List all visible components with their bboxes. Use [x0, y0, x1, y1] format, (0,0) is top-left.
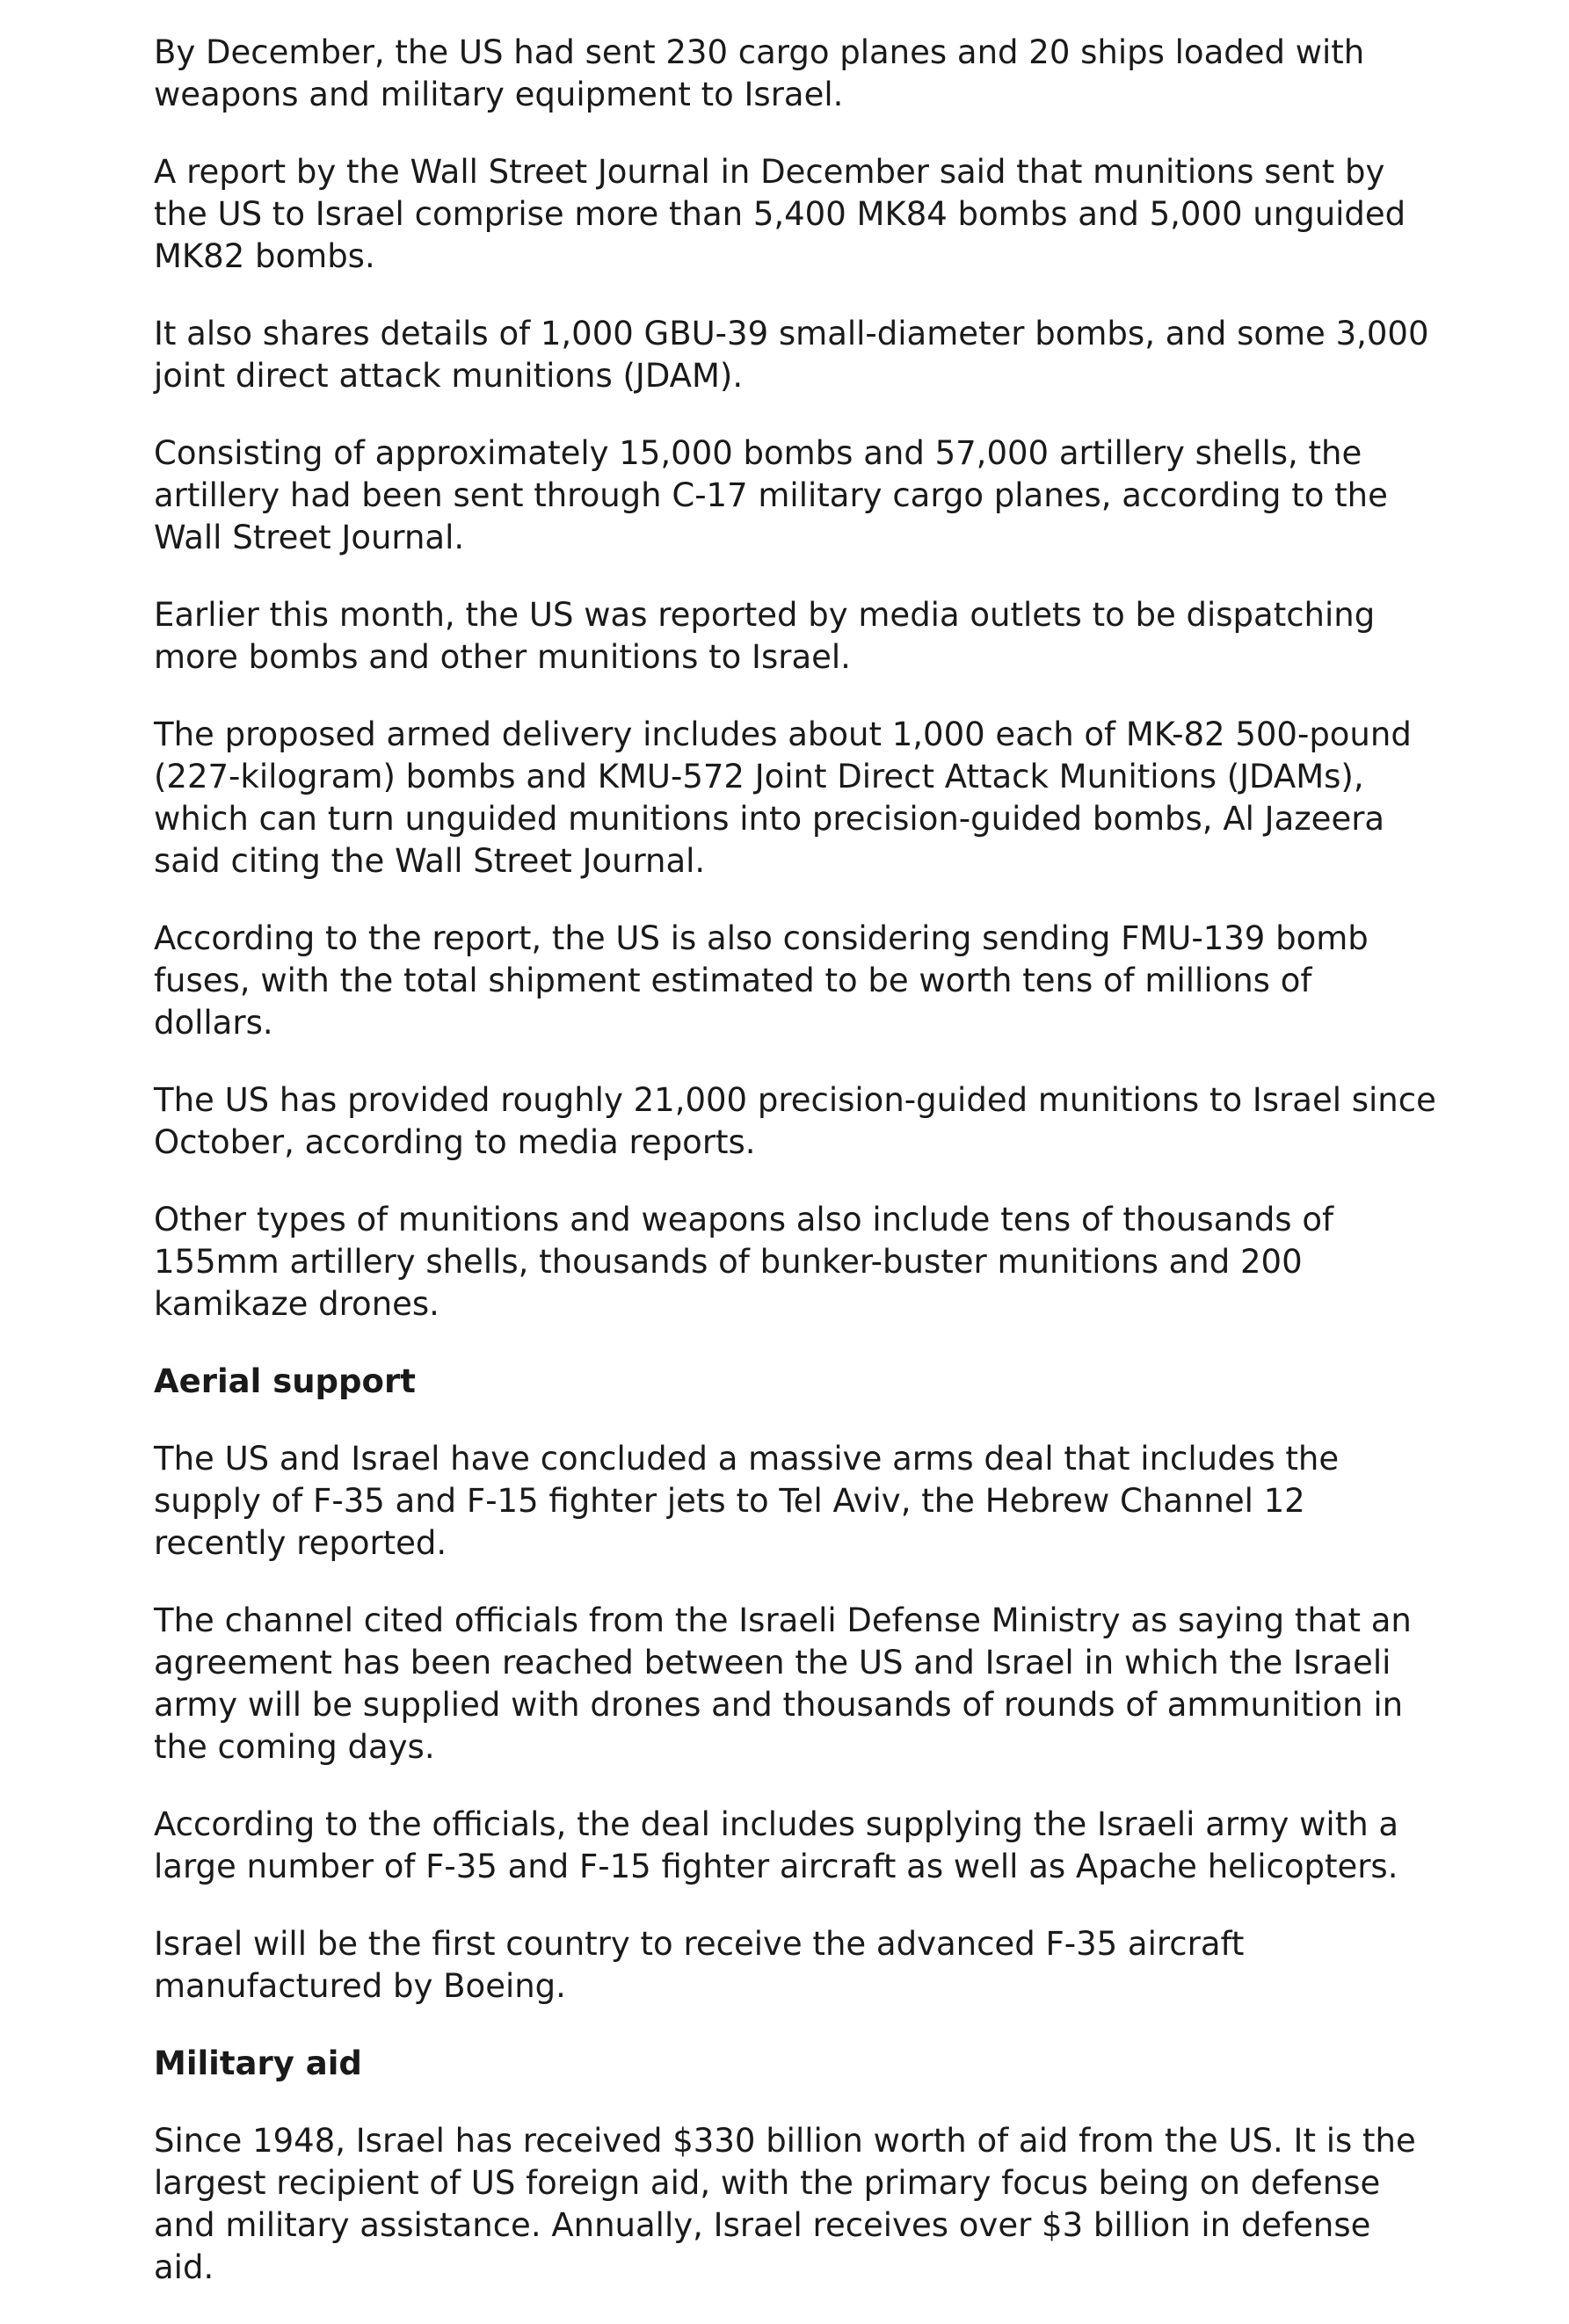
paragraph-bomb-fuses: According to the report, the US is also considering sending FMU-139 bomb fuses, with the total shipment estimated to be worth tens of millions of dollars.	[154, 919, 1369, 1042]
paragraph-cargo-planes: By December, the US had sent 230 cargo planes and 20 ships loaded with weapons and military equipment to Israel.	[154, 33, 1365, 113]
paragraph-wsj-report: A report by the Wall Street Journal in December said that munitions sent by the US to Israel comprise more than 5,400 MK84 bombs and 5,000 unguided MK82 bombs.	[154, 153, 1406, 275]
paragraph-gbu39-details: It also shares details of 1,000 GBU-39 small-diameter bombs, and some 3,000 joint direct attack munitions (JDAM).	[154, 315, 1429, 395]
paragraph-other-munitions: Other types of munitions and weapons also include tens of thousands of 155mm artillery shells, thousands of bunker-buster munitions and 200 kamikaze drones.	[154, 1201, 1334, 1323]
paragraph-fighter-aircraft: According to the officials, the deal includes supplying the Israeli army with a large number of F-35 and F-15 fighter aircraft as well as Apache helicopters.	[154, 1805, 1399, 1885]
section-heading-aerial-support: Aerial support	[154, 1362, 416, 1400]
paragraph-more-bombs: Earlier this month, the US was reported by media outlets to be dispatching more bombs and other munitions to Israel.	[154, 596, 1376, 676]
paragraph-precision-munitions: The US has provided roughly 21,000 precision-guided munitions to Israel since October, according to media reports.	[154, 1081, 1436, 1161]
paragraph-proposed-delivery: The proposed armed delivery includes about 1,000 each of MK-82 500-pound (227-kilogram) bombs and KMU-572 Joint Direct Attack Munitions (JDAMs), which can turn unguided munitions into precision-guided bombs, Al Jazeera said citing the Wall Street Journal.	[154, 715, 1412, 880]
paragraph-c17-shipments: Consisting of approximately 15,000 bombs and 57,000 artillery shells, the artillery had been sent through C-17 military cargo planes, according to the Wall Street Journal.	[154, 434, 1388, 556]
paragraph-f35-first: Israel will be the first country to receive the advanced F-35 aircraft manufactured by Boeing.	[154, 1925, 1245, 2005]
article-body	[154, 32, 1437, 2324]
paragraph-arms-deal: The US and Israel have concluded a massive arms deal that includes the supply of F-35 and F-15 fighter jets to Tel Aviv, the Hebrew Channel 12 recently reported.	[154, 1440, 1340, 1562]
paragraph-defense-ministry: The channel cited officials from the Israeli Defense Ministry as saying that an agreement has been reached between the US and Israel in which the Israeli army will be supplied with drones and thousands of rounds of ammunition in the coming days.	[154, 1601, 1412, 1766]
section-heading-military-aid: Military aid	[154, 2044, 362, 2082]
paragraph-aid-since-1948: Since 1948, Israel has received $330 billion worth of aid from the US. It is the largest recipient of US foreign aid, with the primary focus being on defense and military assistance. Annually, Israel receives over $3 billion in defense aid.	[154, 2122, 1416, 2286]
